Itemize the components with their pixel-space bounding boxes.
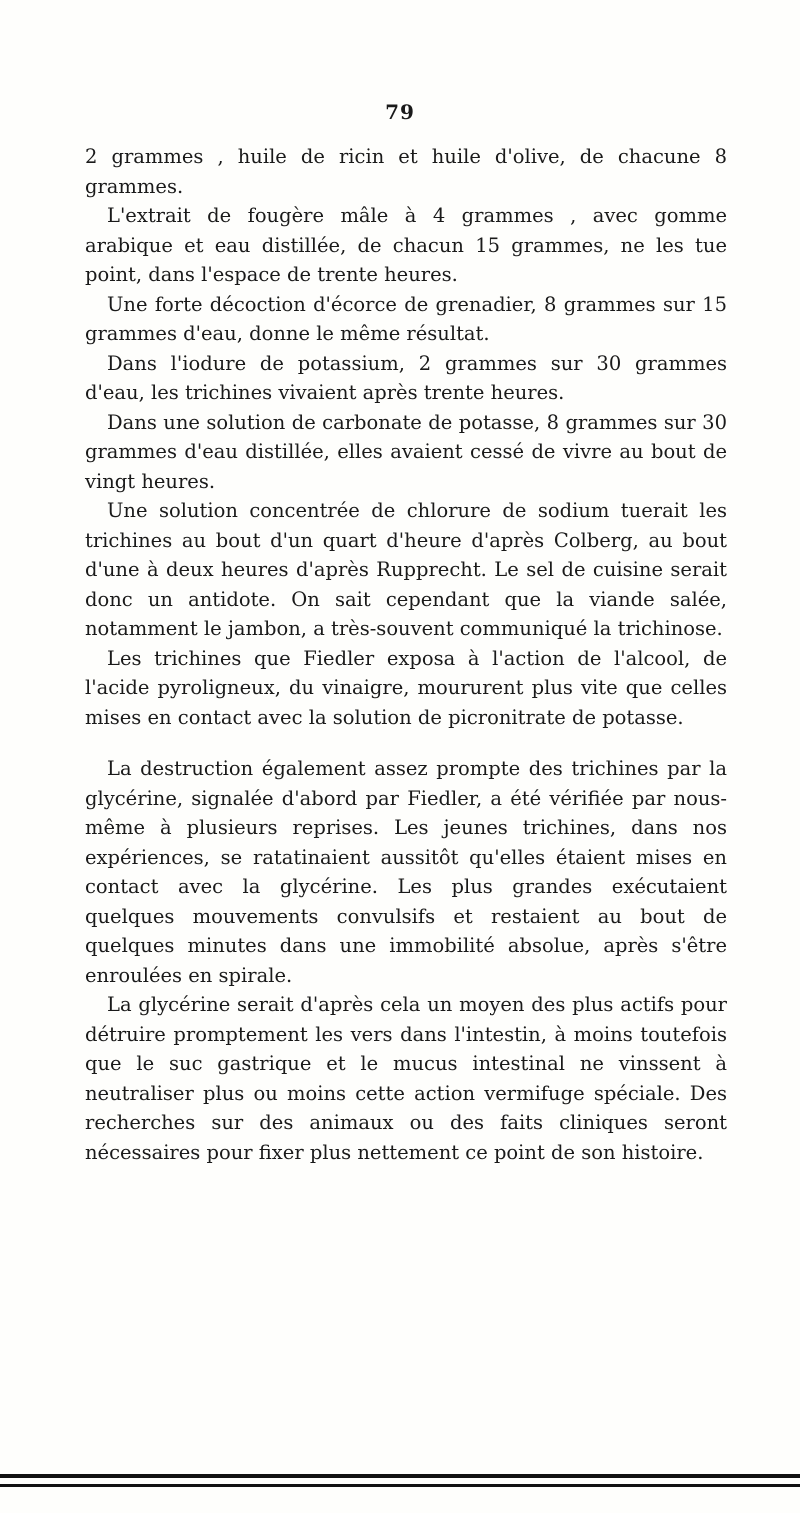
bottom-rule: [0, 1474, 800, 1478]
paragraph-7: Les trichines que Fiedler exposa à l'action de l'alcool, de l'acide pyroligneux, du vinaigre, moururent plus vite que celles mises en contact avec la solution de picronitrate de potasse.: [85, 646, 727, 729]
paragraph-9: La glycérine serait d'après cela un moyen des plus actifs pour détruire promptement les vers dans l'intestin, à moins toutefois que le suc gastrique et le mucus intestinal ne vinssent à neutraliser plus ou moins cette action vermifuge spéciale. Des recherches sur des animaux ou des faits cliniques seront nécessaires pour fixer plus nettement ce point de son histoire.: [85, 993, 727, 1164]
paragraph-6: Une solution concentrée de chlorure de sodium tuerait les trichines au bout d'un quart d'heure d'après Colberg, au bout d'une à deux heures d'après Rupprecht. Le sel de cuisine serait donc un antidote. On sait cependant que la viande salée, notamment le jambon, a très-souvent communiqué la trichinose.: [85, 499, 727, 640]
paragraph-5: Dans une solution de carbonate de potasse, 8 grammes sur 30 grammes d'eau distillée, elles avaient cessé de vivre au bout de vingt heures.: [85, 410, 727, 493]
paragraph-8: La destruction également assez prompte des trichines par la glycérine, signalée d'abord par Fiedler, a été vérifiée par nous-même à plusieurs reprises. Les jeunes trichines, dans nos expériences, se ratatinaient aussitôt qu'elles étaient mises en contact avec la glycérine. Les plus grandes exécutaient quelques mouvements convulsifs et restaient au bout de quelques minutes dans une immobilité absolue, après s'être enroulées en spirale.: [85, 757, 727, 987]
paragraph-gap: [85, 732, 727, 754]
paragraph-3: Une forte décoction d'écorce de grenadier, 8 grammes sur 15 grammes d'eau, donne le même résultat.: [85, 292, 727, 345]
paragraph-2: L'extrait de fougère mâle à 4 grammes , avec gomme arabique et eau distillée, de chacun 15 grammes, ne les tue point, dans l'espace de trente heures.: [85, 204, 727, 286]
page-number: 79: [385, 100, 415, 124]
paragraph-1: 2 grammes , huile de ricin et huile d'olive, de chacune 8 grammes.: [85, 145, 727, 198]
body-text: [85, 142, 727, 1167]
bottom-rule-secondary: [0, 1484, 800, 1487]
paragraph-4: Dans l'iodure de potassium, 2 grammes sur 30 grammes d'eau, les trichines vivaient après trente heures.: [85, 351, 727, 404]
